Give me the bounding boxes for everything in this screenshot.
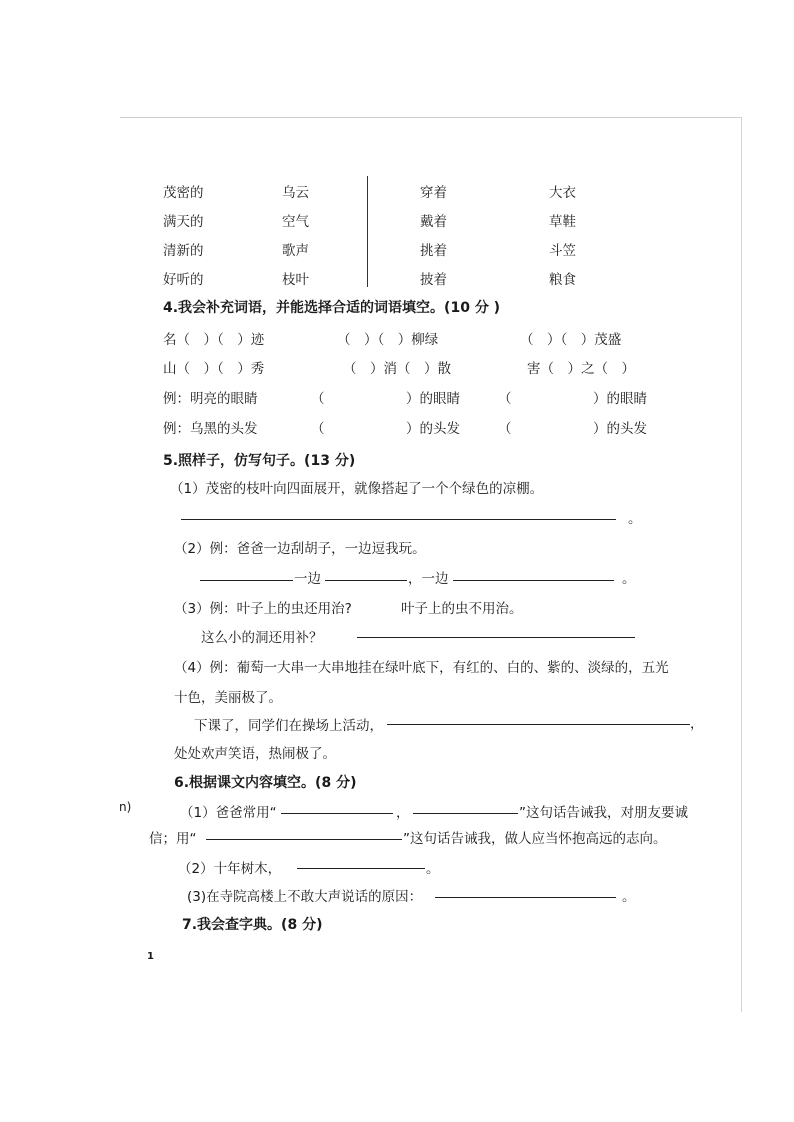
q5-connector: 一边 [294, 571, 321, 587]
match-left-word: 歌声 [282, 243, 309, 259]
q6-line-4: (3)在寺院高楼上不敢大声说话的原因： [187, 889, 423, 905]
q6-answer-blank[interactable] [206, 839, 402, 840]
match-right-word: 粮食 [549, 272, 576, 288]
q4-open-paren[interactable]: （ [498, 421, 512, 437]
q6-line-3: （2）十年树木， [178, 861, 282, 877]
match-right-word: 草鞋 [549, 214, 576, 230]
q5-sentence-3-example: （3）例：叶子上的虫还用治? [174, 601, 352, 617]
match-left-word: 茂密的 [163, 185, 204, 201]
match-left-word: 好听的 [163, 272, 204, 288]
q4-example-label: 例：明亮的眼睛 [163, 391, 258, 407]
q5-sentence-4-prompt: 下课了，同学们在操场上活动， [194, 718, 383, 734]
page-number: 1 [147, 951, 154, 962]
sheet-top-edge [120, 117, 742, 118]
q4-idiom-blank[interactable]: （ ）消（ ）散 [343, 361, 451, 377]
match-left-word: 空气 [282, 214, 309, 230]
sheet-right-edge [741, 117, 742, 1012]
q4-idiom-blank[interactable]: 山（ ）（ ）秀 [163, 361, 265, 377]
q5-answer-blank[interactable] [200, 580, 293, 581]
q4-fill-suffix: ）的眼睛 [593, 391, 647, 407]
q5-comma: ， [690, 716, 704, 732]
q4-open-paren[interactable]: （ [311, 421, 325, 437]
match-left-word: 满天的 [163, 214, 204, 230]
q4-fill-suffix: ）的头发 [593, 421, 647, 437]
q6-line-1-end: ”这句话告诫我，对朋友要诚 [519, 805, 688, 821]
match-right-word: 披着 [420, 272, 447, 288]
q6-comma: ， [396, 805, 410, 821]
q5-connector: ，一边 [408, 571, 449, 587]
q4-fill-suffix: ）的眼睛 [406, 391, 460, 407]
margin-mark: n) [119, 800, 132, 814]
matching-divider [367, 176, 368, 287]
q6-title: 6.根据课文内容填空。(8 分) [174, 775, 357, 791]
q4-open-paren[interactable]: （ [311, 391, 325, 407]
match-right-word: 戴着 [420, 214, 447, 230]
match-left-word: 枝叶 [282, 272, 309, 288]
match-right-word: 斗笠 [549, 243, 576, 259]
q6-answer-blank[interactable] [297, 868, 425, 869]
q5-period: 。 [628, 511, 642, 527]
q4-idiom-blank[interactable]: （ ）（ ）茂盛 [520, 332, 622, 348]
q5-period: 。 [622, 571, 636, 587]
q5-sentence-4-b: 十色，美丽极了。 [174, 690, 282, 706]
q4-fill-suffix: ）的头发 [406, 421, 460, 437]
q7-title: 7.我会查字典。(8 分) [182, 917, 323, 933]
q5-answer-line-4[interactable] [387, 724, 690, 725]
q5-answer-blank[interactable] [453, 580, 614, 581]
q5-title: 5.照样子，仿写句子。(13 分) [163, 453, 356, 469]
q5-sentence-3-answer: 叶子上的虫不用治。 [401, 601, 523, 617]
q6-period: 。 [622, 889, 636, 905]
q6-answer-blank[interactable] [413, 813, 518, 814]
q4-idiom-blank[interactable]: 害（ ）之（ ） [527, 361, 635, 377]
q5-answer-line-1[interactable] [181, 519, 616, 520]
match-right-word: 穿着 [420, 185, 447, 201]
q6-period: 。 [426, 861, 440, 877]
q5-sentence-2: （2）例：爸爸一边刮胡子，一边逗我玩。 [174, 541, 426, 557]
q6-answer-blank[interactable] [281, 813, 393, 814]
match-right-word: 大衣 [549, 185, 576, 201]
q5-sentence-4-a: （4）例：葡萄一大串一大串地挂在绿叶底下，有红的、白的、紫的、淡绿的，五光 [174, 660, 669, 676]
q5-sentence-3-prompt: 这么小的洞还用补？ [201, 630, 323, 646]
q6-line-2-start: 信；用“ [149, 831, 197, 847]
q4-example-label: 例：乌黑的头发 [163, 421, 258, 437]
q4-open-paren[interactable]: （ [498, 391, 512, 407]
q4-idiom-blank[interactable]: （ ）（ ）柳绿 [337, 332, 439, 348]
q4-idiom-blank[interactable]: 名（ ）（ ）迹 [163, 332, 265, 348]
q5-sentence-1: （1）茂密的枝叶向四面展开，就像搭起了一个个绿色的凉棚。 [170, 481, 544, 497]
q5-answer-blank[interactable] [325, 580, 407, 581]
q5-answer-line-3[interactable] [357, 637, 635, 638]
q4-title: 4.我会补充词语，并能选择合适的词语填空。(10 分 ) [163, 300, 501, 316]
q6-line-2-end: ”这句话告诫我，做人应当怀抱高远的志向。 [403, 831, 667, 847]
q5-sentence-4-d: 处处欢声笑语，热闹极了。 [174, 746, 336, 762]
q6-answer-blank[interactable] [435, 897, 616, 898]
match-left-word: 清新的 [163, 243, 204, 259]
match-left-word: 乌云 [282, 185, 309, 201]
q6-line-1-start: （1）爸爸常用“ [180, 805, 277, 821]
match-right-word: 挑着 [420, 243, 447, 259]
